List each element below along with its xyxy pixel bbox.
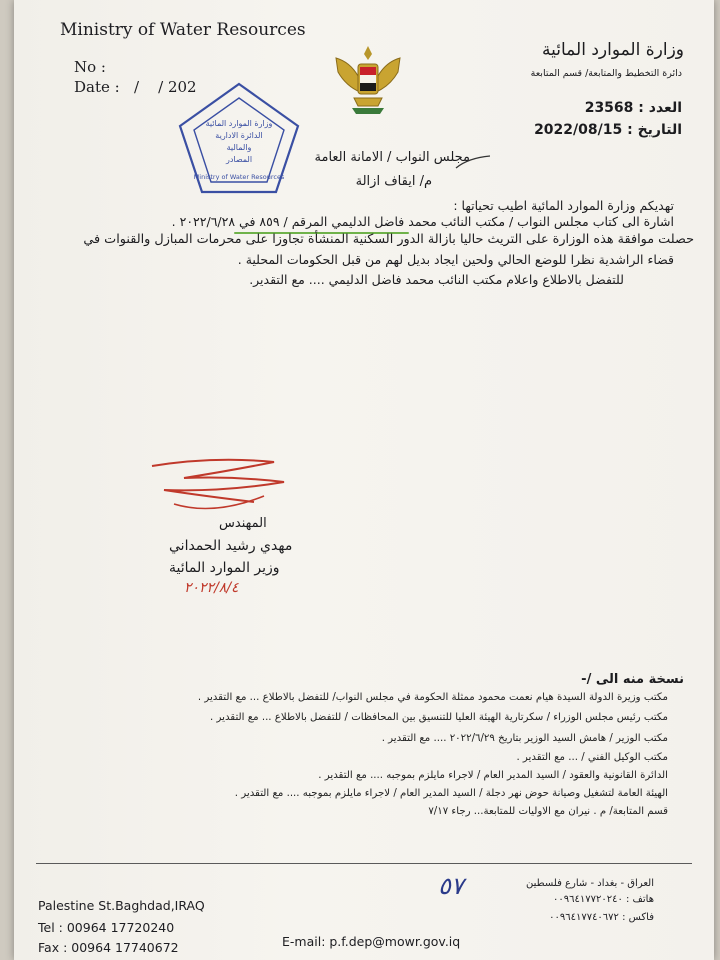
letter-date-ar: التاريخ : 2022/08/15: [534, 122, 682, 138]
copy-recipient-1: مكتب وزيرة الدولة السيدة هيام نعمت محمود ممثلة الحكومة في مجلس النواب/ للتفضل بالاطلاع ... مع التقدير .: [197, 692, 668, 703]
copy-recipient-3: مكتب الوزير / هامش السيد الوزير بتاريخ ٢٠٢٢/٦/٢٩ .... مع التقدير .: [381, 733, 668, 744]
footer-address-ar: العراق - بغداد - شارع فلسطين: [526, 878, 654, 889]
greeting-line: تهديكم وزارة الموارد المائية اطيب تحياتها :: [453, 198, 674, 213]
copy-recipient-2: مكتب رئيس مجلس الوزراء / سكرتارية الهيئة العليا للتنسيق بين المحافظات / للتفضل بالاطلاع ... مع التقدير .: [210, 712, 668, 723]
handwritten-note: ٥٧: [438, 872, 464, 900]
ministry-stamp: [174, 80, 304, 198]
letter-page: [14, 0, 714, 960]
body-line-4: للتفضل بالاطلاع واعلام مكتب النائب محمد فاضل الدليمي .... مع التقدير.: [249, 272, 624, 287]
iraq-eagle-emblem-icon: [332, 40, 404, 118]
footer-divider: [36, 863, 692, 864]
copies-heading: نسخة منه الى /-: [581, 672, 684, 687]
letter-number-label: No :: [74, 58, 106, 76]
signatory-name: مهدي رشيد الحمداني: [169, 538, 293, 554]
stamp-line-3: والمالية: [226, 143, 252, 152]
copy-recipient-7: قسم المتابعة/ م . نيران مع الاوليات للمتابعة... رجاء ٧/١٧: [428, 806, 668, 817]
department-name-ar: دائرة التخطيط والمتابعة/ قسم المتابعة: [530, 68, 682, 79]
footer-tel-en: Tel : 00964 17720240: [38, 920, 175, 935]
stamp-line-2: الدائرة الادارية: [215, 131, 263, 140]
signatory-title: المهندس: [219, 516, 267, 531]
footer-tel-ar: هاتف : ٠٠٩٦٤١٧٧٢٠٢٤٠: [552, 894, 654, 905]
footer-fax-ar: فاكس : ٠٠٩٦٤١٧٧٤٠٦٧٢: [549, 912, 654, 923]
body-line-2: حصلت موافقة هذه الوزارة على التريث حاليا بازالة الدور السكنية المنشأة تجاوزا على محرمات المبازل والقنوات في: [83, 232, 694, 247]
signatory-position: وزير الموارد المائية: [169, 560, 280, 576]
letter-date-label: Date : / / 202: [74, 78, 197, 96]
copy-recipient-6: الهيئة العامة لتشغيل وصيانة حوض نهر دجلة / السيد المدير العام / لاجراء مايلزم بموجبه .... مع التقدير .: [234, 788, 668, 799]
copy-recipient-5: الدائرة القانونية والعقود / السيد المدير العام / لاجراء مايلزم بموجبه .... مع التقدير .: [318, 770, 668, 781]
body-line-1: اشارة الى كتاب مجلس النواب / مكتب النائب محمد فاضل الدليمي المرقم / ٨٥٩ في ٢٠٢٢/٦/٢٨ .: [171, 214, 674, 229]
footer-fax-en: Fax : 00964 17740672: [38, 940, 179, 955]
footer-address-en: Palestine St.Baghdad,IRAQ: [38, 898, 205, 913]
stamp-ring-text: Ministry of Water Resources: [193, 173, 285, 181]
handwritten-arrow-mark: [454, 152, 494, 172]
signature-date: ٢٠٢٢/٨/٤: [184, 580, 239, 596]
subject-line: م/ ايقاف ازالة: [355, 174, 432, 189]
body-line-3: قضاء الراشدية نظرا للوضع الحالي ولحين ايجاد بديل لهم من قبل الحكومات المحلية .: [237, 252, 674, 267]
footer-email: E-mail: p.f.dep@mowr.gov.iq: [282, 934, 461, 949]
ministry-name-ar: وزارة الموارد المائية: [542, 40, 684, 60]
stamp-line-1: وزارة الموارد المائية: [205, 119, 273, 128]
copy-recipient-4: مكتب الوكيل الفني / ... مع التقدير .: [516, 752, 668, 763]
ministry-name-en: Ministry of Water Resources: [60, 20, 306, 40]
letter-number-ar: العدد : 23568: [584, 100, 682, 116]
addressee: مجلس النواب / الامانة العامة: [314, 150, 470, 165]
stamp-line-4: المصادر: [225, 155, 253, 164]
